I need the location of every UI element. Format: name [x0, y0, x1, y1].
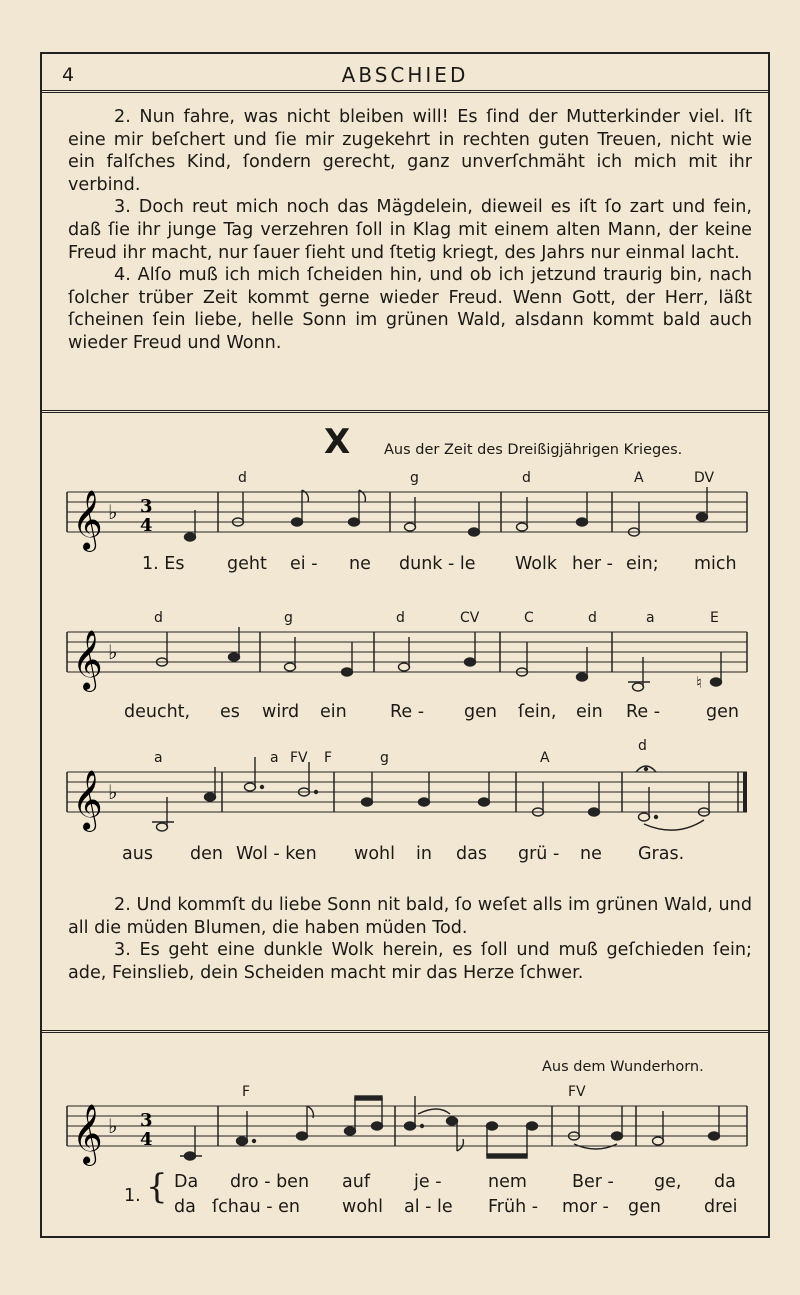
natural-icon: ♮	[696, 673, 702, 692]
lyric-syllable: ge,	[654, 1172, 682, 1192]
time-signature-top: 3	[140, 496, 153, 517]
lyric-syllable: gen	[628, 1197, 661, 1217]
chord-label: a	[154, 750, 163, 766]
song3-staff-1	[62, 1076, 752, 1176]
chord-label: CV	[460, 610, 480, 626]
lyric-syllable: ein	[576, 702, 603, 722]
song3-lyrics-2	[62, 1197, 752, 1227]
lyric-syllable: gen	[706, 702, 739, 722]
song2-verse-3: 3. Es geht eine dunkle Wolk herein, es ſoll und muß geſchieden ſein; ade, Feinslieb, dein Scheiden macht mir das Herze ſchwer.	[68, 940, 752, 983]
lyric-syllable: drei	[704, 1197, 738, 1217]
treble-clef-icon: 𝄞	[72, 630, 103, 690]
song3-attribution: Aus dem Wunderhorn.	[542, 1059, 704, 1075]
lyric-syllable: nem	[488, 1172, 527, 1192]
chord-label: d	[638, 738, 647, 754]
pencil-x-mark: X	[324, 422, 351, 462]
lyric-syllable: ei -	[290, 554, 318, 574]
page-title: ABSCHIED	[341, 63, 469, 87]
chord-label: FV	[568, 1084, 586, 1100]
verse-brace: {	[146, 1167, 168, 1207]
chord-label: F	[324, 750, 333, 766]
chord-label: d	[154, 610, 163, 626]
time-signature-bottom: 4	[140, 1129, 153, 1150]
lyric-syllable: ſchau - en	[212, 1197, 300, 1217]
chord-label: d	[588, 610, 597, 626]
lyric-syllable: mich	[694, 554, 737, 574]
song2-lyrics-3	[62, 844, 752, 874]
lyric-syllable: ne	[349, 554, 371, 574]
treble-clef-icon: 𝄞	[72, 490, 103, 550]
lyric-syllable: ein;	[626, 554, 659, 574]
chord-label: DV	[694, 470, 715, 486]
song2-staff-3	[62, 738, 752, 852]
song2-verse-2: 2. Und kommſt du liebe Sonn nit bald, ſo weſet alls im grünen Wald, und all die müden Blumen, die haben müden Tod.	[68, 895, 752, 938]
song1-verse-4: 4. Alſo muß ich mich ſcheiden hin, und ob ich jetzund traurig bin, nach ſolcher trüber Zeit kommt gerne wieder Freud. Wenn Gott, der Herr, läßt ſcheinen ſein liebe, helle Sonn im grünen Wald, alsdann kommt bald auch wieder Freud und Wonn.	[68, 265, 752, 353]
lyric-syllable: Re -	[390, 702, 425, 722]
song1-verse-3: 3. Doch reut mich noch das Mägdelein, dieweil es iſt ſo zart und fein, daß ſie ihr junge Tag verzehren ſoll in Klag mit einem alten Mann, der keine Freud ihr macht, nur ſauer ſieht und ſtetig kriegt, des Jahrs nur einmal lacht.	[68, 197, 752, 263]
song2-staff-1	[62, 462, 752, 562]
lyric-syllable: Wolk	[515, 554, 557, 574]
lyric-syllable: wohl	[354, 844, 395, 864]
lyric-syllable: dro - ben	[230, 1172, 310, 1192]
lyric-syllable: geht	[227, 554, 267, 574]
lyric-syllable: den	[190, 844, 223, 864]
lyric-syllable: grü -	[518, 844, 560, 864]
lyric-syllable: in	[416, 844, 432, 864]
treble-clef-icon: 𝄞	[72, 770, 103, 830]
chord-label: d	[238, 470, 247, 486]
song3-verse-number: 1.	[124, 1186, 141, 1206]
flat-icon: ♭	[108, 640, 118, 664]
chord-label: g	[284, 610, 293, 626]
chord-label: d	[522, 470, 531, 486]
chord-label: FV	[290, 750, 308, 766]
staff-lines	[67, 492, 747, 532]
time-signature-top: 3	[140, 1110, 153, 1131]
page-frame	[40, 52, 770, 1238]
section-divider-2	[42, 1030, 768, 1033]
lyric-syllable: da	[714, 1172, 736, 1192]
lyric-syllable: al - le	[404, 1197, 453, 1217]
lyric-syllable: gen	[464, 702, 497, 722]
lyric-syllable: mor -	[562, 1197, 609, 1217]
chord-label: g	[380, 750, 389, 766]
chord-label: A	[540, 750, 550, 766]
song1-verses	[68, 106, 752, 355]
section-divider-1	[42, 410, 768, 413]
lyric-syllable: ne	[580, 844, 602, 864]
lyric-syllable: das	[456, 844, 487, 864]
lyric-syllable: wird	[262, 702, 300, 722]
page-number: 4	[62, 64, 75, 86]
chord-label: d	[396, 610, 405, 626]
song1-verse-2: 2. Nun fahre, was nicht bleiben will! Es ſind der Mutterkinder viel. Iſt eine mir beſchert und ſie mir zugekehrt in rechten guten Treuen, nicht wie ein falſches Kind, ſondern gerecht, ganz unverſchmäht ich mich mit ihr verbind.	[68, 107, 752, 195]
song2-lyrics-2	[62, 702, 752, 732]
chord-label: F	[242, 1084, 251, 1100]
lyric-syllable: aus	[122, 844, 153, 864]
lyric-syllable: wohl	[342, 1197, 383, 1217]
chord-label: g	[410, 470, 419, 486]
lyric-syllable: ein	[320, 702, 347, 722]
song2-attribution: Aus der Zeit des Dreißigjährigen Krieges.	[384, 442, 683, 458]
lyric-syllable: her -	[572, 554, 613, 574]
lyric-syllable: dunk - le	[399, 554, 476, 574]
flat-icon: ♭	[108, 1114, 118, 1138]
lyric-syllable: es	[220, 702, 240, 722]
flat-icon: ♭	[108, 780, 118, 804]
lyric-syllable: je -	[414, 1172, 442, 1192]
chord-label: A	[634, 470, 644, 486]
lyric-syllable: Ber -	[572, 1172, 614, 1192]
lyric-syllable: Gras.	[638, 844, 685, 864]
lyric-syllable: Da	[174, 1172, 199, 1192]
treble-clef-icon: 𝄞	[72, 1104, 103, 1164]
chord-label: E	[710, 610, 719, 626]
song2-verses	[68, 894, 752, 984]
chord-label: a	[270, 750, 279, 766]
song2-staff-2	[62, 602, 752, 712]
lyric-syllable: ſein,	[518, 702, 557, 722]
page-header	[42, 54, 768, 93]
lyric-syllable: 1. Es	[142, 554, 185, 574]
chord-label: C	[524, 610, 534, 626]
time-signature-bottom: 4	[140, 515, 153, 536]
lyric-syllable: Re -	[626, 702, 661, 722]
chord-label: a	[646, 610, 655, 626]
lyric-syllable: Wol - ken	[236, 844, 317, 864]
flat-icon: ♭	[108, 500, 118, 524]
lyric-syllable: auf	[342, 1172, 370, 1192]
lyric-syllable: Früh -	[488, 1197, 539, 1217]
lyric-syllable: deucht,	[124, 702, 191, 722]
lyric-syllable: da	[174, 1197, 196, 1217]
song2-lyrics-1	[62, 554, 752, 584]
